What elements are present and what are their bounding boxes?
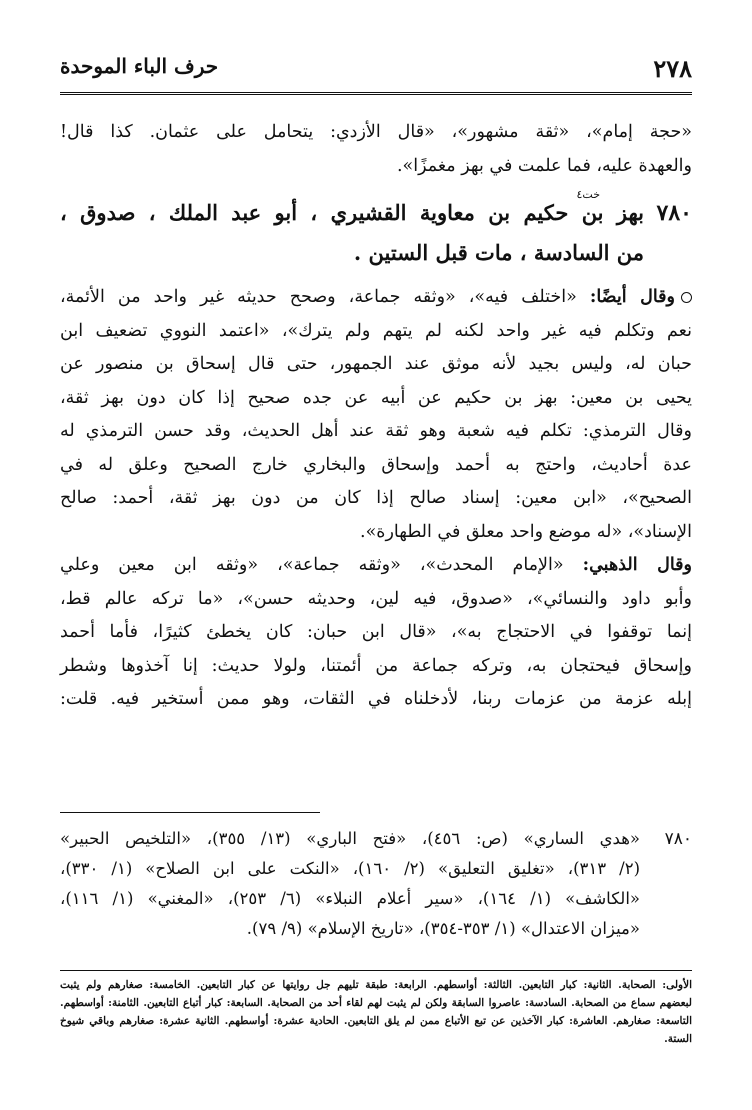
section-also-text: «اختلف فيه»، «وثقه جماعة، وصحح حديثه غير واحد من الأئمة، <box>60 287 577 307</box>
section-also-line: الإسناد»، «له موضع واحد معلق في الطهارة». <box>360 521 692 542</box>
page-header <box>60 50 692 90</box>
section-also-line: نعم وتكلم فيه غير واحد لكنه لم يتهم ولم يترك»، «اعتمد النووي تضعيف ابن <box>60 320 692 341</box>
footnote-number: ٧٨٠ <box>664 829 692 849</box>
footnote-line: (٢/ ٣١٣)، «تغليق التعليق» (٢/ ١٦٠)، «النكت على ابن الصلاح» (١/ ٣٣٠)، <box>60 859 641 878</box>
section-dhahabi-line: إبله عزمة من عزمات ربنا، لأدخلناه في الثقات، وهو ممن أستخير فيه. قلت: <box>60 689 692 709</box>
header-rule <box>60 92 692 95</box>
page-number: ٢٧٨ <box>653 54 692 83</box>
section-also-line: وقال الترمذي: تكلم فيه شعبة وهو ثقة عند أهل الحديث، وقد حسن الترمذي له <box>60 421 692 441</box>
footnote-line: «هدي الساري» (ص: ٤٥٦)، «فتح الباري» (١٣/ ٣٥٥)، «التلخيص الحبير» <box>60 829 641 848</box>
section-dhahabi-line: إنما توقفوا في الاحتجاج به»، «قال ابن حبان: كان يخطئ كثيرًا، فأما أحمد <box>60 622 692 642</box>
footnote-line: «ميزان الاعتدال» (١/ ٣٥٣-٣٥٤)، «تاريخ الإسلام» (٩/ ٧٩). <box>246 919 640 938</box>
section-also-line: حبان له، وليس بجيد لأنه موثق عند الجمهور، حتى قال إسحاق بن منصور عن <box>60 354 692 374</box>
section-dhahabi-line-1 <box>60 549 692 583</box>
legend-rule <box>60 970 692 971</box>
legend-line: التاسعة: صغارهم. العاشرة: كبار الآخذين عن تبع الأتباع ممن لم يلق التابعين. الحادية عشرة: أواسطهم. الثانية عشرة: صغارهم وباقي شيوخ الستة. <box>60 1015 692 1045</box>
tabaqat-legend <box>60 976 692 1048</box>
circle-marker-icon <box>681 292 692 303</box>
entry-line-1: بهز بن حكيم بن معاوية القشيري ، أبو عبد الملك ، صدوق ، <box>60 200 644 225</box>
section-also-line: يحيى بن معين: بهز بن حكيم عن أبيه عن جده صحيح إذا كان دون بهز ثقة، <box>60 387 692 408</box>
legend-line: لبعضهم سماع من الصحابة. السادسة: عاصروا السابقة ولكن لم يثبت لهم لقاء أحد من الصحابة. السابعة: كبار أتباع التابعين. الثامنة: أواسطهم. <box>60 997 692 1009</box>
carryover-line-2: والعهدة عليه، فما علمت في بهز مغمزًا». <box>396 155 692 176</box>
carryover-line-1: «حجة إمام»، «ثقة مشهور»، «قال الأزدي: يتحامل على عثمان. كذا قال! <box>60 122 692 142</box>
entry-line-2: من السادسة ، مات قبل الستين . <box>353 240 644 265</box>
running-title: حرف الباء الموحدة <box>60 54 219 78</box>
section-dhahabi-line: وأبو داود والنسائي»، «صدوق، فيه لين، وحديثه حسن»، «ما تركه عالم قط، <box>60 588 692 609</box>
section-dhahabi-line: وإسحاق فيحتجان به، وتركه جماعة من أئمتنا، ولولا حديث: إنا آخذوها وشطر <box>60 655 692 676</box>
entry-number: ٧٨٠ <box>656 200 692 226</box>
footnote-line: «الكاشف» (١/ ١٦٤)، «سير أعلام النبلاء» (٦/ ٢٥٣)، «المغني» (١/ ١١٦)، <box>60 889 641 908</box>
main-text <box>60 116 692 717</box>
legend-line: الأولى: الصحابة. الثانية: كبار التابعين. الثالثة: أواسطهم. الرابعة: طبقة تليهم جل روايتها عن كبار التابعين. الخامسة: صغارهم ولم يثبت <box>60 979 692 991</box>
section-also-line: عدة أحاديث، واحتج به أحمد وإسحاق والبخاري خارج الصحيح وعلق له في <box>60 454 692 475</box>
section-dhahabi-text: «الإمام المحدث»، «وثقه جماعة»، «وثقه ابن معين وعلي <box>60 555 564 575</box>
section-also-line: الصحيح»، «ابن معين: إسناد صالح إذا كان من دون بهز ثقة، أحمد: صالح <box>60 488 692 508</box>
entry-heading <box>60 188 692 273</box>
entry-sigla: خت٤ <box>576 188 600 201</box>
footnote-rule <box>60 812 320 813</box>
footnote <box>60 824 692 944</box>
section-dhahabi-lead: وقال الذهبي: <box>582 555 692 575</box>
section-also-line-1 <box>60 281 692 315</box>
section-also-lead: وقال أيضًا: <box>589 287 675 307</box>
